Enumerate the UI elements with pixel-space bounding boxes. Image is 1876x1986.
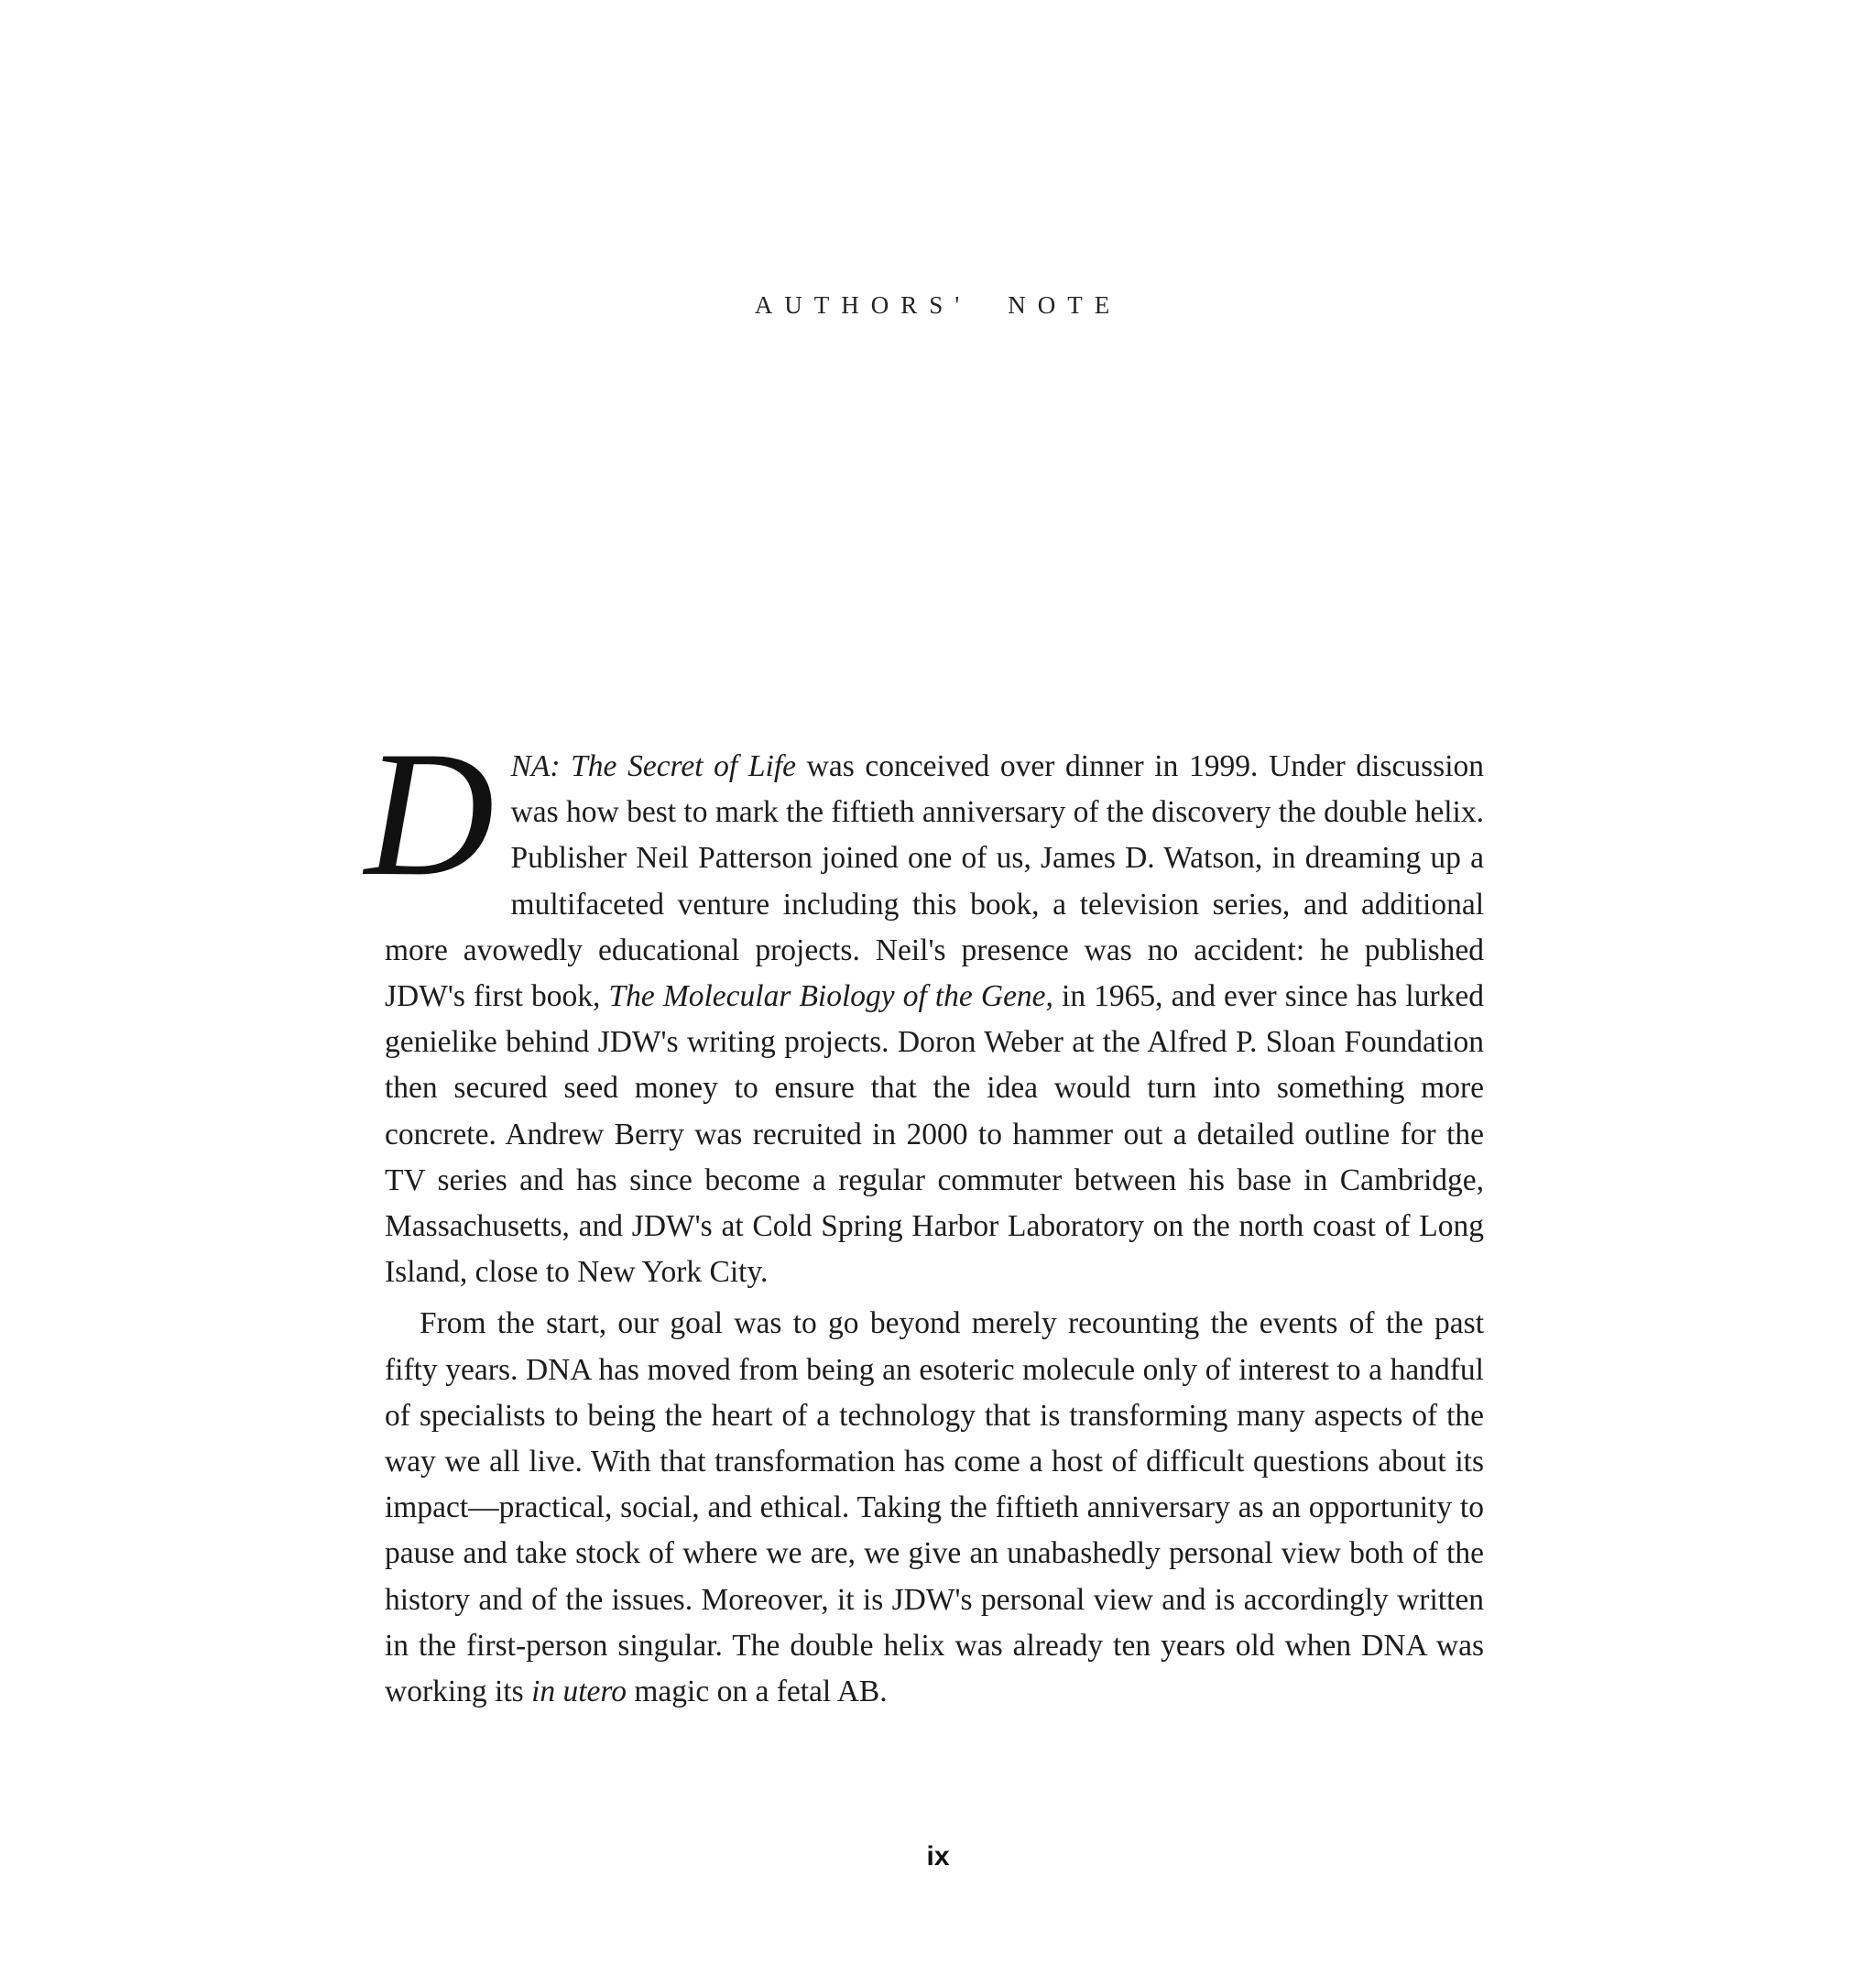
paragraph-2-text-b: magic on a fetal AB. — [626, 1675, 888, 1709]
paragraph-1 — [365, 715, 1485, 1295]
heading-word-authors: AUTHORS' — [754, 291, 972, 319]
heading-word-note: NOTE — [1008, 291, 1122, 319]
paragraph-2 — [385, 1301, 1484, 1715]
drop-cap: D — [365, 715, 495, 913]
paragraph-1-text-b: in 1965, and ever since has lurked genielike behind JDW's writing projects. Doron Weber at the Alfred P. Sloan Foundation then secured seed money to ensure that the idea would turn into something more concrete. Andrew Berry was recruited in 2000 to hammer out a detailed outline for the TV series and has since become a regular commuter between his base in Cambridge, Massachusetts, and JDW's at Cold Spring Harbor Laboratory on the north coast of Long Island, close to New York City. — [385, 979, 1485, 1290]
chapter-heading — [0, 291, 1876, 320]
body-text — [365, 715, 1485, 1715]
page-number: ix — [926, 1841, 950, 1871]
book-title-molecular-biology: The Molecular Biology of the Gene, — [608, 979, 1053, 1014]
italic-in-utero: in utero — [531, 1675, 627, 1709]
paragraph-1-text-a: was conceived over dinner in 1999. Under discussion was how best to mark the fiftieth anniversary of the discovery the double helix. Publisher Neil Patterson joined one of us, James D. Watson, in dreaming up a multifaceted venture including this book, a television series, and additional more avowedly educational projects. Neil's presence was no accident: he published JDW's first book, — [385, 749, 1484, 1014]
book-title-dna-secret-of-life: NA: The Secret of Life — [510, 749, 797, 783]
paragraph-2-text-a: From the start, our goal was to go beyond merely recounting the events of the past fifty years. DNA has moved from being an esoteric molecule only of interest to a handful of specialists to being the heart of a technology that is transforming many aspects of the way we all live. With that transformation has come a host of difficult questions about its impact—practical, social, and ethical. Taking the fiftieth anniversary as an opportunity to pause and take stock of where we are, we give an unabashedly personal view both of the history and of the issues. Moreover, it is JDW's personal view and is accordingly written in the first-person singular. The double helix was already ten years old when DNA was working its — [385, 1306, 1484, 1709]
